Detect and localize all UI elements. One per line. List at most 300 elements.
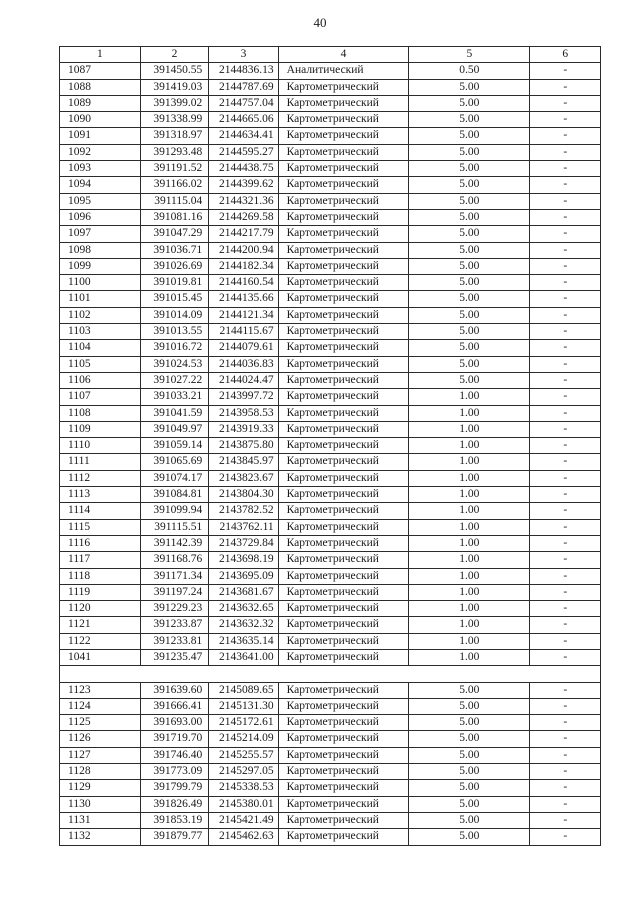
column-header-5: 5	[409, 47, 530, 63]
method-cell: Картометрический	[278, 128, 409, 144]
method-cell: Картометрический	[278, 568, 409, 584]
method-cell: Картометрический	[278, 764, 409, 780]
method-cell: Картометрический	[278, 812, 409, 828]
table-row	[60, 421, 601, 437]
point-number-cell: 1113	[60, 487, 141, 503]
point-number-cell: 1115	[60, 519, 141, 535]
x-coordinate-cell: 391399.02	[140, 95, 208, 111]
point-number-cell: 1108	[60, 405, 141, 421]
y-coordinate-cell: 2144200.94	[209, 242, 278, 258]
table-row	[60, 552, 601, 568]
y-coordinate-cell: 2145131.30	[209, 698, 278, 714]
accuracy-cell: 5.00	[409, 95, 530, 111]
accuracy-cell: 5.00	[409, 747, 530, 763]
x-coordinate-cell: 391879.77	[140, 829, 208, 845]
method-cell: Картометрический	[278, 796, 409, 812]
accuracy-cell: 5.00	[409, 796, 530, 812]
x-coordinate-cell: 391229.23	[140, 601, 208, 617]
method-cell: Картометрический	[278, 258, 409, 274]
x-coordinate-cell: 391065.69	[140, 454, 208, 470]
y-coordinate-cell: 2143958.53	[209, 405, 278, 421]
table-row	[60, 601, 601, 617]
point-number-cell: 1125	[60, 715, 141, 731]
y-coordinate-cell: 2143632.32	[209, 617, 278, 633]
x-coordinate-cell: 391033.21	[140, 389, 208, 405]
table-row	[60, 470, 601, 486]
description-cell: -	[530, 112, 601, 128]
y-coordinate-cell: 2143698.19	[209, 552, 278, 568]
point-number-cell: 1127	[60, 747, 141, 763]
point-number-cell: 1096	[60, 209, 141, 225]
description-cell: -	[530, 438, 601, 454]
method-cell: Картометрический	[278, 487, 409, 503]
method-cell: Картометрический	[278, 275, 409, 291]
accuracy-cell: 5.00	[409, 275, 530, 291]
table-row	[60, 307, 601, 323]
point-number-cell: 1092	[60, 144, 141, 160]
point-number-cell: 1119	[60, 584, 141, 600]
description-cell: -	[530, 682, 601, 698]
method-cell: Картометрический	[278, 503, 409, 519]
column-number-row	[60, 47, 601, 63]
accuracy-cell: 1.00	[409, 438, 530, 454]
method-cell: Картометрический	[278, 372, 409, 388]
point-number-cell: 1116	[60, 535, 141, 551]
point-number-cell: 1130	[60, 796, 141, 812]
method-cell: Картометрический	[278, 829, 409, 845]
table-row	[60, 747, 601, 763]
description-cell: -	[530, 617, 601, 633]
point-number-cell: 1103	[60, 324, 141, 340]
table-row	[60, 324, 601, 340]
method-cell: Картометрический	[278, 324, 409, 340]
x-coordinate-cell: 391719.70	[140, 731, 208, 747]
x-coordinate-cell: 391115.51	[140, 519, 208, 535]
accuracy-cell: 5.00	[409, 112, 530, 128]
accuracy-cell: 5.00	[409, 764, 530, 780]
y-coordinate-cell: 2144160.54	[209, 275, 278, 291]
column-header-4: 4	[278, 47, 409, 63]
description-cell: -	[530, 715, 601, 731]
y-coordinate-cell: 2145421.49	[209, 812, 278, 828]
table-row	[60, 405, 601, 421]
accuracy-cell: 5.00	[409, 291, 530, 307]
method-cell: Картометрический	[278, 209, 409, 225]
description-cell: -	[530, 161, 601, 177]
method-cell: Картометрический	[278, 95, 409, 111]
table-row	[60, 177, 601, 193]
x-coordinate-cell: 391191.52	[140, 161, 208, 177]
y-coordinate-cell: 2144438.75	[209, 161, 278, 177]
method-cell: Картометрический	[278, 112, 409, 128]
accuracy-cell: 5.00	[409, 128, 530, 144]
y-coordinate-cell: 2143845.97	[209, 454, 278, 470]
description-cell: -	[530, 193, 601, 209]
description-cell: -	[530, 649, 601, 665]
accuracy-cell: 5.00	[409, 144, 530, 160]
table-row	[60, 112, 601, 128]
description-cell: -	[530, 584, 601, 600]
accuracy-cell: 1.00	[409, 421, 530, 437]
accuracy-cell: 1.00	[409, 470, 530, 486]
description-cell: -	[530, 796, 601, 812]
method-cell: Картометрический	[278, 731, 409, 747]
table-row	[60, 812, 601, 828]
accuracy-cell: 5.00	[409, 324, 530, 340]
y-coordinate-cell: 2144757.04	[209, 95, 278, 111]
accuracy-cell: 1.00	[409, 633, 530, 649]
point-number-cell: 1097	[60, 226, 141, 242]
accuracy-cell: 5.00	[409, 307, 530, 323]
table-row	[60, 372, 601, 388]
point-number-cell: 1101	[60, 291, 141, 307]
point-number-cell: 1121	[60, 617, 141, 633]
method-cell: Картометрический	[278, 438, 409, 454]
x-coordinate-cell: 391419.03	[140, 79, 208, 95]
description-cell: -	[530, 372, 601, 388]
table-row	[60, 291, 601, 307]
accuracy-cell: 1.00	[409, 617, 530, 633]
table-row	[60, 519, 601, 535]
point-number-cell: 1089	[60, 95, 141, 111]
method-cell: Картометрический	[278, 242, 409, 258]
accuracy-cell: 1.00	[409, 519, 530, 535]
x-coordinate-cell: 391826.49	[140, 796, 208, 812]
x-coordinate-cell: 391773.09	[140, 764, 208, 780]
accuracy-cell: 5.00	[409, 812, 530, 828]
y-coordinate-cell: 2143762.11	[209, 519, 278, 535]
method-cell: Картометрический	[278, 535, 409, 551]
description-cell: -	[530, 356, 601, 372]
description-cell: -	[530, 568, 601, 584]
description-cell: -	[530, 731, 601, 747]
point-number-cell: 1132	[60, 829, 141, 845]
accuracy-cell: 1.00	[409, 535, 530, 551]
point-number-cell: 1120	[60, 601, 141, 617]
description-cell: -	[530, 747, 601, 763]
point-number-cell: 1099	[60, 258, 141, 274]
accuracy-cell: 5.00	[409, 209, 530, 225]
accuracy-cell: 0.50	[409, 63, 530, 79]
x-coordinate-cell: 391049.97	[140, 421, 208, 437]
accuracy-cell: 5.00	[409, 258, 530, 274]
table-row	[60, 698, 601, 714]
y-coordinate-cell: 2145297.05	[209, 764, 278, 780]
table-row	[60, 242, 601, 258]
point-number-cell: 1088	[60, 79, 141, 95]
table-row	[60, 95, 601, 111]
accuracy-cell: 1.00	[409, 389, 530, 405]
method-cell: Картометрический	[278, 405, 409, 421]
point-number-cell: 1129	[60, 780, 141, 796]
table-row	[60, 568, 601, 584]
x-coordinate-cell: 391197.24	[140, 584, 208, 600]
description-cell: -	[530, 324, 601, 340]
table-row	[60, 503, 601, 519]
y-coordinate-cell: 2144079.61	[209, 340, 278, 356]
table-row	[60, 731, 601, 747]
accuracy-cell: 1.00	[409, 487, 530, 503]
point-number-cell: 1106	[60, 372, 141, 388]
description-cell: -	[530, 698, 601, 714]
x-coordinate-cell: 391013.55	[140, 324, 208, 340]
table-row	[60, 193, 601, 209]
accuracy-cell: 5.00	[409, 698, 530, 714]
method-cell: Картометрический	[278, 193, 409, 209]
point-number-cell: 1041	[60, 649, 141, 665]
description-cell: -	[530, 552, 601, 568]
section-separator	[60, 666, 601, 682]
table-row	[60, 715, 601, 731]
y-coordinate-cell: 2144787.69	[209, 79, 278, 95]
description-cell: -	[530, 226, 601, 242]
x-coordinate-cell: 391235.47	[140, 649, 208, 665]
y-coordinate-cell: 2144182.34	[209, 258, 278, 274]
method-cell: Картометрический	[278, 291, 409, 307]
accuracy-cell: 1.00	[409, 405, 530, 421]
x-coordinate-cell: 391666.41	[140, 698, 208, 714]
table-row	[60, 340, 601, 356]
column-header-2: 2	[140, 47, 208, 63]
point-number-cell: 1109	[60, 421, 141, 437]
method-cell: Картометрический	[278, 340, 409, 356]
method-cell: Картометрический	[278, 649, 409, 665]
x-coordinate-cell: 391099.94	[140, 503, 208, 519]
y-coordinate-cell: 2145462.63	[209, 829, 278, 845]
coordinates-table-container	[59, 46, 601, 846]
description-cell: -	[530, 780, 601, 796]
description-cell: -	[530, 487, 601, 503]
table-row	[60, 161, 601, 177]
accuracy-cell: 5.00	[409, 356, 530, 372]
x-coordinate-cell: 391081.16	[140, 209, 208, 225]
point-number-cell: 1128	[60, 764, 141, 780]
accuracy-cell: 1.00	[409, 552, 530, 568]
accuracy-cell: 5.00	[409, 242, 530, 258]
y-coordinate-cell: 2144595.27	[209, 144, 278, 160]
point-number-cell: 1126	[60, 731, 141, 747]
description-cell: -	[530, 405, 601, 421]
description-cell: -	[530, 258, 601, 274]
method-cell: Картометрический	[278, 144, 409, 160]
method-cell: Картометрический	[278, 454, 409, 470]
column-header-3: 3	[209, 47, 278, 63]
x-coordinate-cell: 391233.81	[140, 633, 208, 649]
y-coordinate-cell: 2144135.66	[209, 291, 278, 307]
method-cell: Картометрический	[278, 715, 409, 731]
table-row	[60, 633, 601, 649]
description-cell: -	[530, 144, 601, 160]
point-number-cell: 1098	[60, 242, 141, 258]
x-coordinate-cell: 391338.99	[140, 112, 208, 128]
method-cell: Картометрический	[278, 79, 409, 95]
table-row	[60, 226, 601, 242]
y-coordinate-cell: 2144115.67	[209, 324, 278, 340]
x-coordinate-cell: 391027.22	[140, 372, 208, 388]
x-coordinate-cell: 391026.69	[140, 258, 208, 274]
table-row	[60, 209, 601, 225]
y-coordinate-cell: 2145380.01	[209, 796, 278, 812]
x-coordinate-cell: 391639.60	[140, 682, 208, 698]
description-cell: -	[530, 177, 601, 193]
description-cell: -	[530, 340, 601, 356]
table-row	[60, 454, 601, 470]
description-cell: -	[530, 829, 601, 845]
method-cell: Картометрический	[278, 470, 409, 486]
x-coordinate-cell: 391168.76	[140, 552, 208, 568]
empty-separator-row	[60, 666, 601, 682]
column-header-6: 6	[530, 47, 601, 63]
point-number-cell: 1122	[60, 633, 141, 649]
column-header-1: 1	[60, 47, 141, 63]
table-row	[60, 764, 601, 780]
x-coordinate-cell: 391036.71	[140, 242, 208, 258]
point-number-cell: 1107	[60, 389, 141, 405]
x-coordinate-cell: 391799.79	[140, 780, 208, 796]
method-cell: Картометрический	[278, 519, 409, 535]
point-number-cell: 1094	[60, 177, 141, 193]
point-number-cell: 1123	[60, 682, 141, 698]
x-coordinate-cell: 391233.87	[140, 617, 208, 633]
y-coordinate-cell: 2143919.33	[209, 421, 278, 437]
y-coordinate-cell: 2144634.41	[209, 128, 278, 144]
x-coordinate-cell: 391853.19	[140, 812, 208, 828]
x-coordinate-cell: 391024.53	[140, 356, 208, 372]
y-coordinate-cell: 2144121.34	[209, 307, 278, 323]
description-cell: -	[530, 275, 601, 291]
point-number-cell: 1114	[60, 503, 141, 519]
point-number-cell: 1090	[60, 112, 141, 128]
accuracy-cell: 5.00	[409, 682, 530, 698]
y-coordinate-cell: 2143782.52	[209, 503, 278, 519]
y-coordinate-cell: 2144036.83	[209, 356, 278, 372]
method-cell: Картометрический	[278, 307, 409, 323]
point-number-cell: 1117	[60, 552, 141, 568]
y-coordinate-cell: 2143804.30	[209, 487, 278, 503]
y-coordinate-cell: 2145338.53	[209, 780, 278, 796]
method-cell: Картометрический	[278, 226, 409, 242]
table-row	[60, 275, 601, 291]
x-coordinate-cell: 391059.14	[140, 438, 208, 454]
description-cell: -	[530, 389, 601, 405]
y-coordinate-cell: 2143823.67	[209, 470, 278, 486]
table-row	[60, 389, 601, 405]
table-row	[60, 829, 601, 845]
y-coordinate-cell: 2144269.58	[209, 209, 278, 225]
description-cell: -	[530, 307, 601, 323]
point-number-cell: 1105	[60, 356, 141, 372]
y-coordinate-cell: 2143997.72	[209, 389, 278, 405]
description-cell: -	[530, 79, 601, 95]
accuracy-cell: 5.00	[409, 372, 530, 388]
page-number: 40	[313, 15, 327, 30]
y-coordinate-cell: 2145089.65	[209, 682, 278, 698]
y-coordinate-cell: 2144024.47	[209, 372, 278, 388]
y-coordinate-cell: 2143632.65	[209, 601, 278, 617]
y-coordinate-cell: 2144399.62	[209, 177, 278, 193]
accuracy-cell: 1.00	[409, 503, 530, 519]
table-row	[60, 487, 601, 503]
description-cell: -	[530, 535, 601, 551]
method-cell: Картометрический	[278, 747, 409, 763]
y-coordinate-cell: 2145214.09	[209, 731, 278, 747]
table-body-bottom	[60, 682, 601, 845]
method-cell: Картометрический	[278, 552, 409, 568]
table-row	[60, 356, 601, 372]
description-cell: -	[530, 95, 601, 111]
y-coordinate-cell: 2144836.13	[209, 63, 278, 79]
x-coordinate-cell: 391693.00	[140, 715, 208, 731]
table-row	[60, 128, 601, 144]
x-coordinate-cell: 391293.48	[140, 144, 208, 160]
description-cell: -	[530, 209, 601, 225]
description-cell: -	[530, 454, 601, 470]
x-coordinate-cell: 391142.39	[140, 535, 208, 551]
y-coordinate-cell: 2144217.79	[209, 226, 278, 242]
accuracy-cell: 5.00	[409, 340, 530, 356]
table-row	[60, 79, 601, 95]
x-coordinate-cell: 391015.45	[140, 291, 208, 307]
y-coordinate-cell: 2143875.80	[209, 438, 278, 454]
y-coordinate-cell: 2144665.06	[209, 112, 278, 128]
description-cell: -	[530, 503, 601, 519]
description-cell: -	[530, 128, 601, 144]
accuracy-cell: 1.00	[409, 649, 530, 665]
description-cell: -	[530, 242, 601, 258]
accuracy-cell: 5.00	[409, 731, 530, 747]
x-coordinate-cell: 391019.81	[140, 275, 208, 291]
method-cell: Картометрический	[278, 682, 409, 698]
x-coordinate-cell: 391450.55	[140, 63, 208, 79]
point-number-cell: 1111	[60, 454, 141, 470]
method-cell: Картометрический	[278, 617, 409, 633]
table-row	[60, 438, 601, 454]
method-cell: Картометрический	[278, 601, 409, 617]
accuracy-cell: 5.00	[409, 715, 530, 731]
y-coordinate-cell: 2143695.09	[209, 568, 278, 584]
table-row	[60, 144, 601, 160]
table-row	[60, 682, 601, 698]
accuracy-cell: 5.00	[409, 193, 530, 209]
table-row	[60, 617, 601, 633]
description-cell: -	[530, 601, 601, 617]
method-cell: Картометрический	[278, 421, 409, 437]
coordinates-table	[59, 46, 601, 846]
y-coordinate-cell: 2143729.84	[209, 535, 278, 551]
accuracy-cell: 5.00	[409, 79, 530, 95]
method-cell: Картометрический	[278, 633, 409, 649]
accuracy-cell: 1.00	[409, 568, 530, 584]
y-coordinate-cell: 2143681.67	[209, 584, 278, 600]
point-number-cell: 1118	[60, 568, 141, 584]
y-coordinate-cell: 2144321.36	[209, 193, 278, 209]
y-coordinate-cell: 2143641.00	[209, 649, 278, 665]
y-coordinate-cell: 2145255.57	[209, 747, 278, 763]
x-coordinate-cell: 391014.09	[140, 307, 208, 323]
table-body-top	[60, 47, 601, 666]
x-coordinate-cell: 391166.02	[140, 177, 208, 193]
method-cell: Картометрический	[278, 389, 409, 405]
x-coordinate-cell: 391318.97	[140, 128, 208, 144]
y-coordinate-cell: 2145172.61	[209, 715, 278, 731]
point-number-cell: 1095	[60, 193, 141, 209]
point-number-cell: 1091	[60, 128, 141, 144]
point-number-cell: 1104	[60, 340, 141, 356]
method-cell: Картометрический	[278, 584, 409, 600]
accuracy-cell: 5.00	[409, 780, 530, 796]
point-number-cell: 1102	[60, 307, 141, 323]
x-coordinate-cell: 391041.59	[140, 405, 208, 421]
